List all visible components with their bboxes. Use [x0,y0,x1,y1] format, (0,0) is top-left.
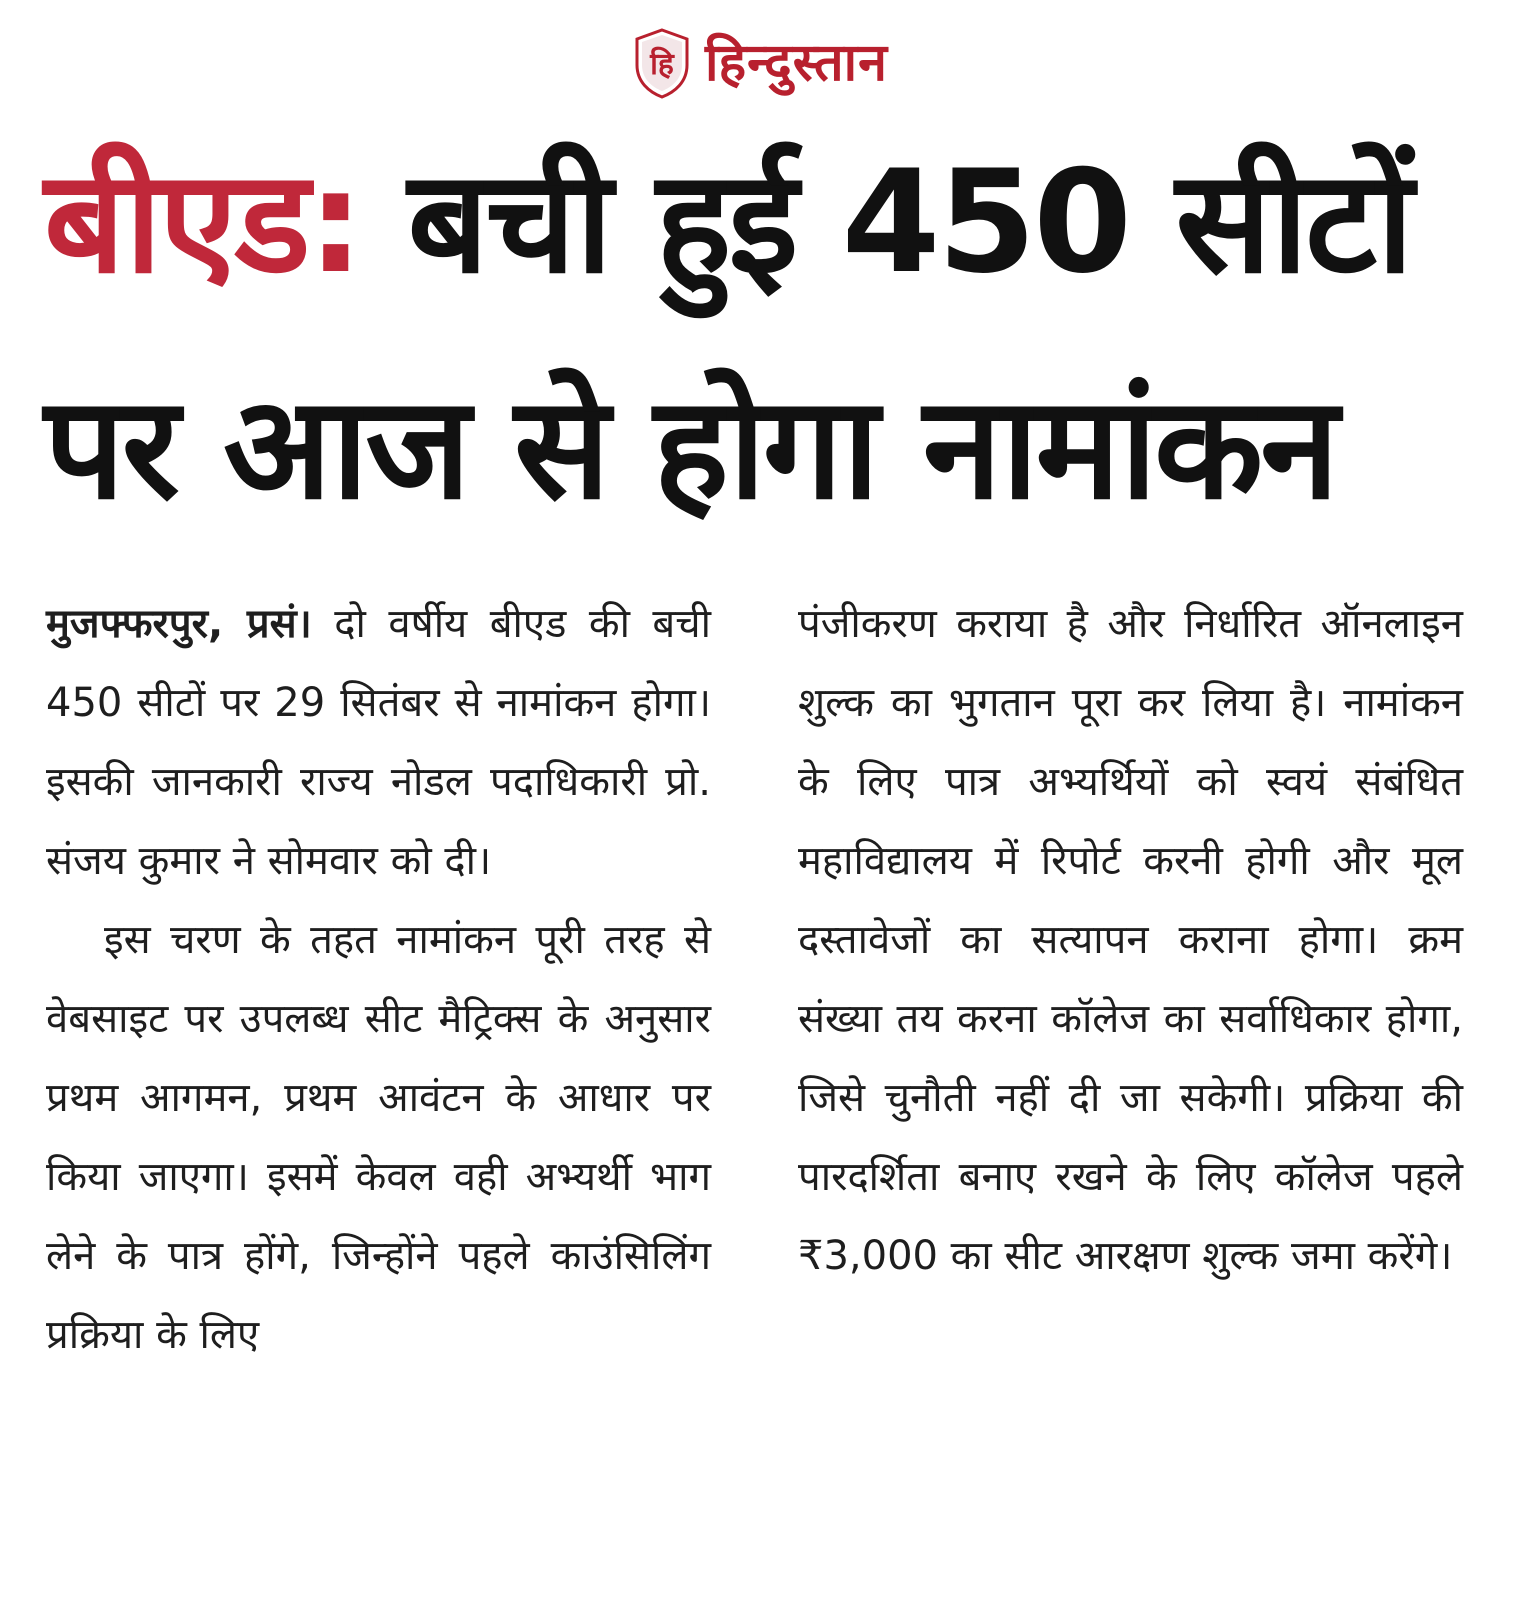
headline-line-1 [44,140,1484,305]
headline-line-1-text: बची हुई 450 सीटों [407,140,1411,305]
article-paragraph-2: इस चरण के तहत नामांकन पूरी तरह से वेबसाइट पर उपलब्ध सीट मैट्रिक्स के अनुसार प्रथम आगमन, प्रथम आवंटन के आधार पर किया जाएगा। इसमें केवल वही अभ्यर्थी भाग लेने के पात्र होंगे, जिन्होंने पहले काउंसिलिंग प्रक्रिया के लिए [46,917,711,1358]
headline-kicker: बीएड: [44,140,362,305]
headline-line-2: पर आज से होगा नामांकन [44,366,1337,531]
newspaper-name: हिन्दुस्तान [705,33,888,93]
shield-logo-icon [633,27,691,99]
article-column-left [46,585,711,1375]
dateline: मुजफ्फरपुर, प्रसं। [46,601,312,647]
masthead [0,18,1521,108]
article-paragraph-1 [46,585,711,901]
article-paragraph-2-continued: पंजीकरण कराया है और निर्धारित ऑनलाइन शुल्क का भुगतान पूरा कर लिया है। नामांकन के लिए पात्र अभ्यर्थियों को स्वयं संबंधित महाविद्यालय में रिपोर्ट करनी होगी और मूल दस्तावेजों का सत्यापन कराना होगा। क्रम संख्या तय करना कॉलेज का सर्वाधिकार होगा, जिसे चुनौती नहीं दी जा सकेगी। प्रक्रिया की पारदर्शिता बनाए रखने के लिए कॉलेज पहले ₹3,000 का सीट आरक्षण शुल्क जमा करेंगे। [798,601,1463,1279]
article-column-right [798,585,1463,1296]
logo-glyph: हि [650,47,674,82]
article-paragraph-1-body: दो वर्षीय बीएड की बची 450 सीटों पर 29 सितंबर से नामांकन होगा। इसकी जानकारी राज्य नोडल पदाधिकारी प्रो. संजय कुमार ने सोमवार को दी। [46,601,711,884]
